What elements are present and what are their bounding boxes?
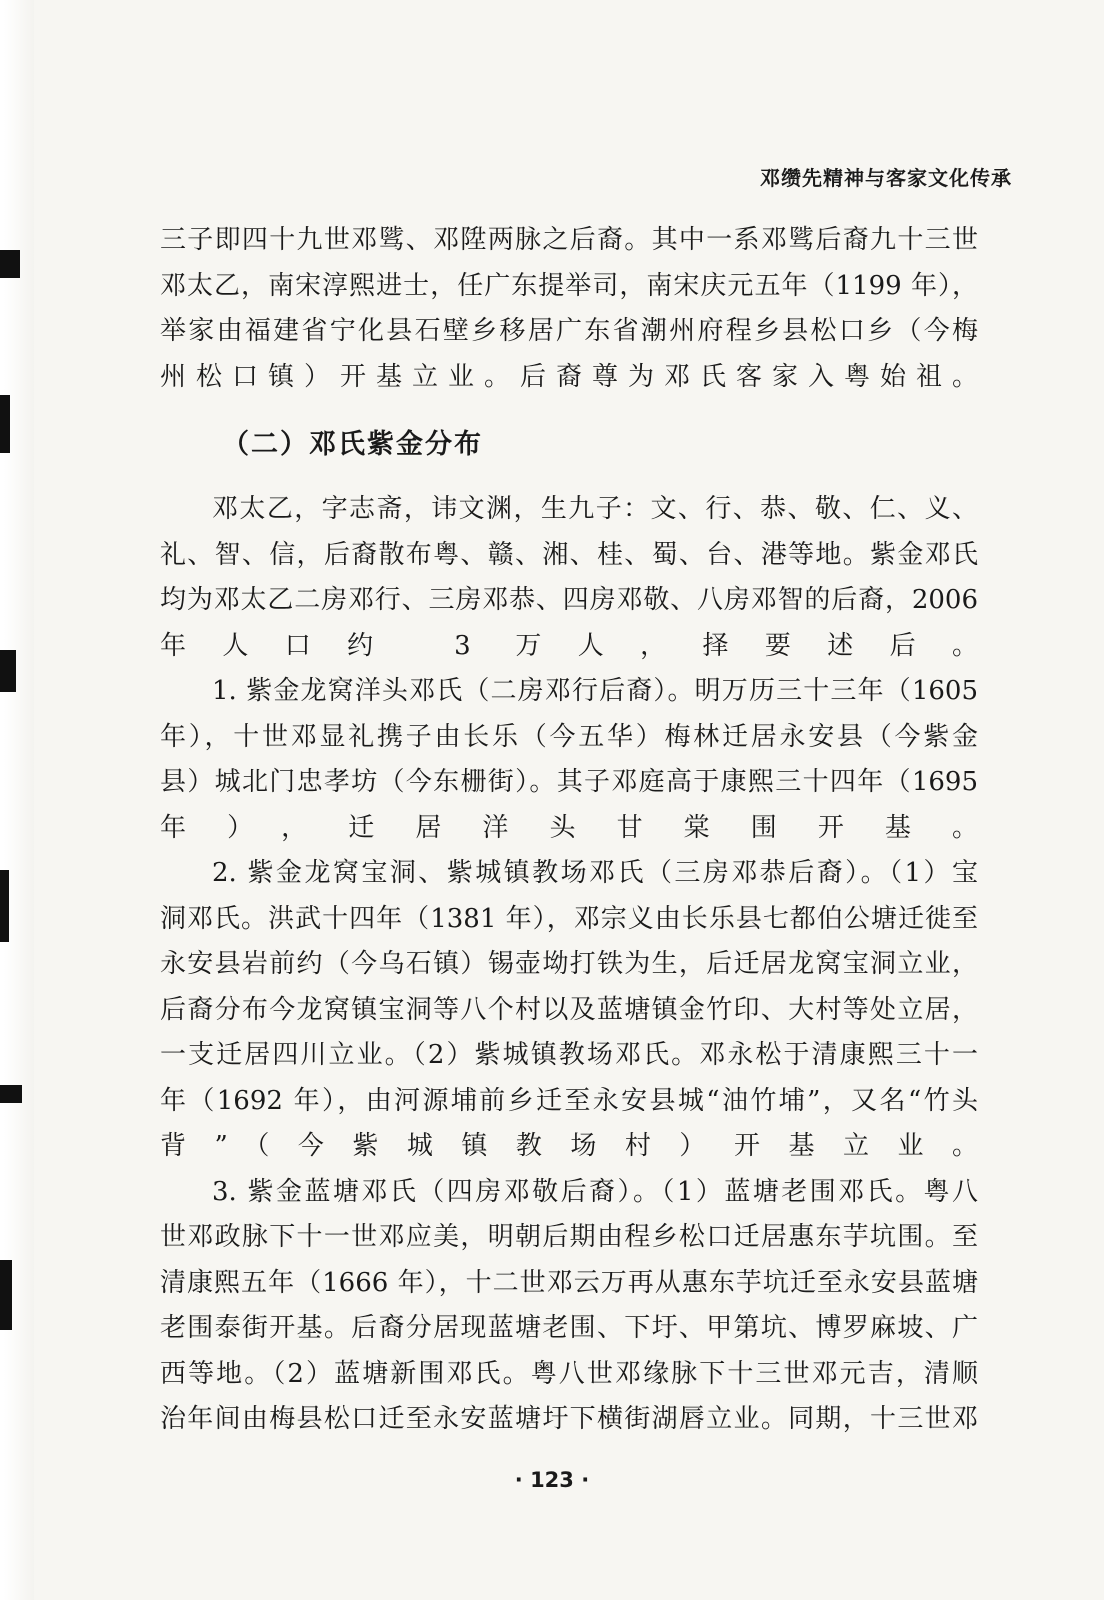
text-line: 清康熙五年（1666 年），十二世邓云万再从惠东芋坑迁至永安县蓝塘 (160, 1267, 978, 1298)
text-line: 年（1692 年），由河源埔前乡迁至永安县城“油竹埔”，又名“竹头 (160, 1085, 978, 1116)
running-header: 邓缵先精神与客家文化传承 (760, 166, 1012, 190)
scan-edge-mark (0, 650, 16, 692)
scan-edge-mark (0, 870, 9, 942)
text-line: 州松口镇）开基立业。后裔尊为邓氏客家入粤始祖。 (160, 361, 978, 392)
text-line: 背”（今紫城镇教场村）开基立业。 (160, 1131, 978, 1161)
text-line: 洞邓氏。洪武十四年（1381 年），邓宗义由长乐县七都伯公塘迁徙至 (160, 903, 978, 934)
paragraph (160, 218, 978, 400)
paragraph-lineage (160, 218, 978, 400)
text-line: 年），迁居洋头甘棠围开基。 (160, 812, 978, 843)
text-line: 世邓政脉下十一世邓应美，明朝后期由程乡松口迁居惠东芋坑围。至 (160, 1222, 978, 1252)
text-line: 治年间由梅县松口迁至永安蓝塘圩下横街湖唇立业。同期，十三世邓 (160, 1404, 978, 1434)
text-line: 老围泰街开基。后裔分居现蓝塘老围、下圩、甲第坑、博罗麻坡、广 (160, 1313, 978, 1343)
paragraph (160, 669, 978, 851)
scan-edge-mark (0, 1260, 12, 1330)
text-line: 一支迁居四川立业。（2）紫城镇教场邓氏。邓永松于清康熙三十一 (160, 1040, 978, 1070)
text-line: 举家由福建省宁化县石壁乡移居广东省潮州府程乡县松口乡（今梅 (160, 316, 978, 346)
text-line: 三子即四十九世邓骘、邓陞两脉之后裔。其中一系邓骘后裔九十三世 (160, 225, 978, 255)
text-line: 邓太乙，南宋淳熙进士，任广东提举司，南宋庆元五年（1199 年）， (160, 270, 978, 301)
text-line: 年人口约 3 万人，择要述后。 (160, 630, 978, 661)
scan-edge-mark (0, 1085, 22, 1103)
text-line: 礼、智、信，后裔散布粤、赣、湘、桂、蜀、台、港等地。紫金邓氏 (160, 539, 978, 570)
text-line: 后裔分布今龙窝镇宝洞等八个村以及蓝塘镇金竹印、大村等处立居， (160, 994, 978, 1025)
text-line: 永安县岩前约（今乌石镇）锡壶坳打铁为生，后迁居龙窝宝洞立业， (160, 949, 978, 979)
paragraph (160, 487, 978, 669)
text-line: 西等地。（2）蓝塘新围邓氏。粤八世邓缘脉下十三世邓元吉，清顺 (160, 1358, 978, 1389)
scan-left-edge (0, 0, 34, 1600)
scan-edge-mark (0, 250, 20, 278)
text-line: 县）城北门忠孝坊（今东栅街）。其子邓庭高于康熙三十四年（1695 (160, 767, 978, 797)
page-number: · 123 · (514, 1468, 590, 1492)
text-line: 邓太乙，字志斋，讳文渊，生九子：文、行、恭、敬、仁、义、 (212, 494, 978, 524)
text-line: 2. 紫金龙窝宝洞、紫城镇教场邓氏（三房邓恭后裔）。（1）宝 (212, 858, 978, 888)
text-line: 年），十世邓显礼携子由长乐（今五华）梅林迁居永安县（今紫金 (160, 721, 978, 752)
body-text (160, 487, 978, 1443)
scan-edge-mark (0, 395, 10, 453)
paragraph (160, 851, 978, 1170)
paragraph (160, 1170, 978, 1443)
text-line: 1. 紫金龙窝洋头邓氏（二房邓行后裔）。明万历三十三年（1605 (212, 676, 978, 706)
text-line: 均为邓太乙二房邓行、三房邓恭、四房邓敬、八房邓智的后裔，2006 (160, 585, 978, 615)
text-line: 3. 紫金蓝塘邓氏（四房邓敬后裔）。（1）蓝塘老围邓氏。粤八 (212, 1176, 978, 1207)
section-heading: （二）邓氏紫金分布 (222, 429, 483, 460)
